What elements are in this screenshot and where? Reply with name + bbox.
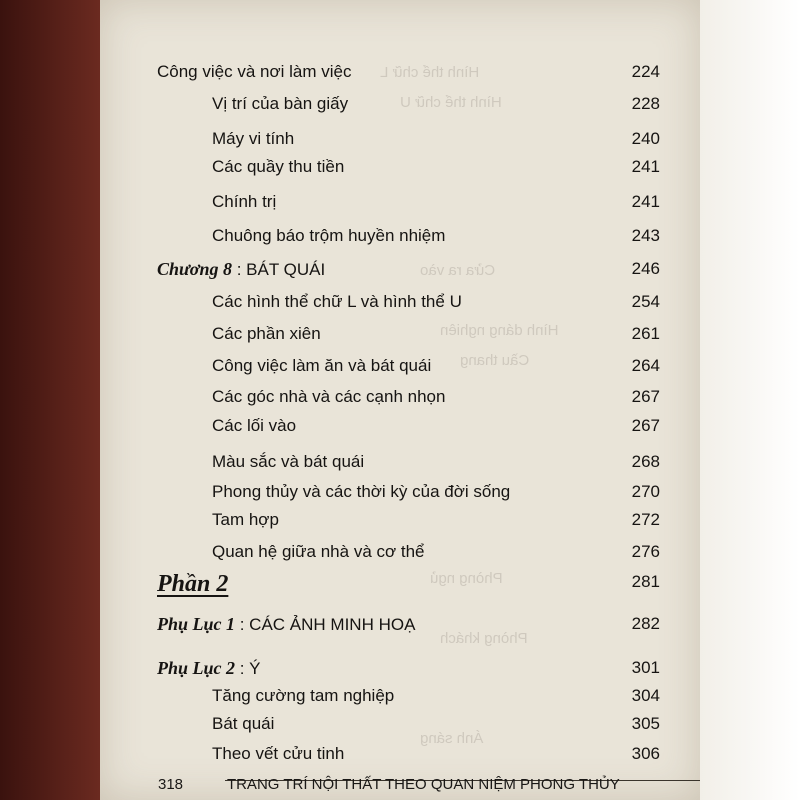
- toc-entry-title: Chuông báo trộm huyền nhiệm: [212, 226, 446, 245]
- toc-page-number: 241: [631, 157, 660, 176]
- toc-entry-title: Công việc và nơi làm việc: [157, 62, 352, 81]
- bleed-through: Phòng ngủ: [430, 570, 503, 587]
- toc-chapter-label: Chương 8: [157, 259, 232, 279]
- toc-entry: [100, 60, 700, 90]
- bleed-through: Hình dáng nghiên: [440, 322, 559, 339]
- toc-entry-title: Chính trị: [212, 192, 277, 211]
- toc-entry: [100, 480, 700, 510]
- toc-entry: [100, 684, 700, 714]
- toc-entry-title: Các góc nhà và các cạnh nhọn: [212, 387, 446, 406]
- toc-entry: [100, 450, 700, 480]
- toc-page-number: 241: [631, 192, 660, 211]
- toc-entry: [100, 127, 700, 157]
- toc-entry-title: Các quầy thu tiền: [212, 157, 345, 176]
- toc-entry: [100, 508, 700, 538]
- toc-page-number: 240: [631, 129, 660, 148]
- toc-entry: [100, 385, 700, 415]
- toc-page-number: 272: [631, 510, 660, 529]
- toc-page-number: 282: [631, 614, 660, 633]
- toc-page-number: 267: [631, 387, 660, 406]
- toc-page-number: 261: [631, 324, 660, 343]
- toc-page-number: 246: [631, 259, 660, 278]
- running-title: TRANG TRÍ NỘI THẤT THEO QUAN NIỆM PHONG THỦY: [226, 776, 620, 793]
- toc-chapter-title: [157, 656, 261, 681]
- bleed-through: Cầu thang: [460, 352, 530, 369]
- bleed-through: Cửa ra vào: [420, 262, 496, 279]
- toc-page-number: 228: [631, 94, 660, 113]
- toc-page-number: 276: [631, 542, 660, 561]
- page-footer: [158, 776, 698, 793]
- toc-page-number: 264: [631, 356, 660, 375]
- toc-entry-title: Tăng cường tam nghiệp: [212, 686, 395, 705]
- toc-page-number: 224: [631, 62, 660, 81]
- toc-chapter-title: [157, 612, 415, 637]
- toc-entry-title: Các hình thể chữ L và hình thể U: [212, 292, 462, 311]
- toc-page-number: 270: [631, 482, 660, 501]
- toc-chapter: [100, 257, 700, 287]
- toc-entry: [100, 712, 700, 742]
- toc-chapter-label: Phụ Lục 2: [157, 658, 236, 678]
- toc-entry-title: Phong thủy và các thời kỳ của đời sống: [212, 482, 511, 501]
- toc-chapter: [100, 656, 700, 686]
- toc-page-number: 301: [631, 658, 660, 677]
- toc-entry-title: Bát quái: [212, 714, 275, 733]
- toc-entry-title: Màu sắc và bát quái: [212, 452, 365, 471]
- bleed-through: Hình thể chữ U: [400, 94, 502, 111]
- toc-entry-title: Các phần xiên: [212, 324, 321, 343]
- bleed-through: Phòng khách: [440, 630, 528, 647]
- toc-entry-title: Máy vi tính: [212, 129, 295, 148]
- toc-entry: [100, 742, 700, 772]
- toc-page-number: 306: [631, 744, 660, 763]
- toc-page-number: 281: [631, 572, 660, 591]
- toc-page-number: 305: [631, 714, 660, 733]
- toc-entry-title: Tam hợp: [212, 510, 279, 529]
- toc-section-title: Phần 2: [157, 571, 229, 597]
- toc-entry: [100, 155, 700, 185]
- bleed-through: Hình thể chữ L: [380, 64, 480, 81]
- toc-entry: [100, 540, 700, 570]
- toc-entry: [100, 190, 700, 220]
- toc-entry-title: Theo vết cửu tinh: [212, 744, 345, 763]
- toc-page-number: 304: [631, 686, 660, 705]
- toc-entry-title: Quan hệ giữa nhà và cơ thể: [212, 542, 425, 561]
- book-spine-shadow: [0, 0, 100, 800]
- bleed-through: Ánh sáng: [420, 730, 484, 747]
- toc-chapter-name: : CÁC ẢNH MINH HOẠ: [235, 615, 416, 634]
- toc-entry: [100, 322, 700, 352]
- toc-page-number: 254: [631, 292, 660, 311]
- toc-page-number: 268: [631, 452, 660, 471]
- toc-entry: [100, 224, 700, 254]
- toc-entry: [100, 414, 700, 444]
- toc-chapter-name: : BÁT QUÁI: [231, 260, 326, 279]
- toc-entry: [100, 290, 700, 320]
- toc-entry-title: Các lối vào: [212, 416, 297, 435]
- toc-chapter-title: [157, 257, 325, 282]
- toc-entry-title: Vị trí của bàn giấy: [212, 94, 349, 113]
- toc-chapter-name: : Ý: [235, 659, 261, 678]
- toc-entry: [100, 92, 700, 122]
- toc-chapter: [100, 612, 700, 642]
- toc-entry: [100, 354, 700, 384]
- toc-page-number: 243: [631, 226, 660, 245]
- background-right: [700, 0, 800, 800]
- toc-page-number: 267: [631, 416, 660, 435]
- toc-section: [100, 570, 700, 600]
- page-number: 318: [158, 776, 184, 793]
- toc-page: [100, 0, 700, 800]
- toc-entry-title: Công việc làm ăn và bát quái: [212, 356, 432, 375]
- toc-chapter-label: Phụ Lục 1: [157, 614, 236, 634]
